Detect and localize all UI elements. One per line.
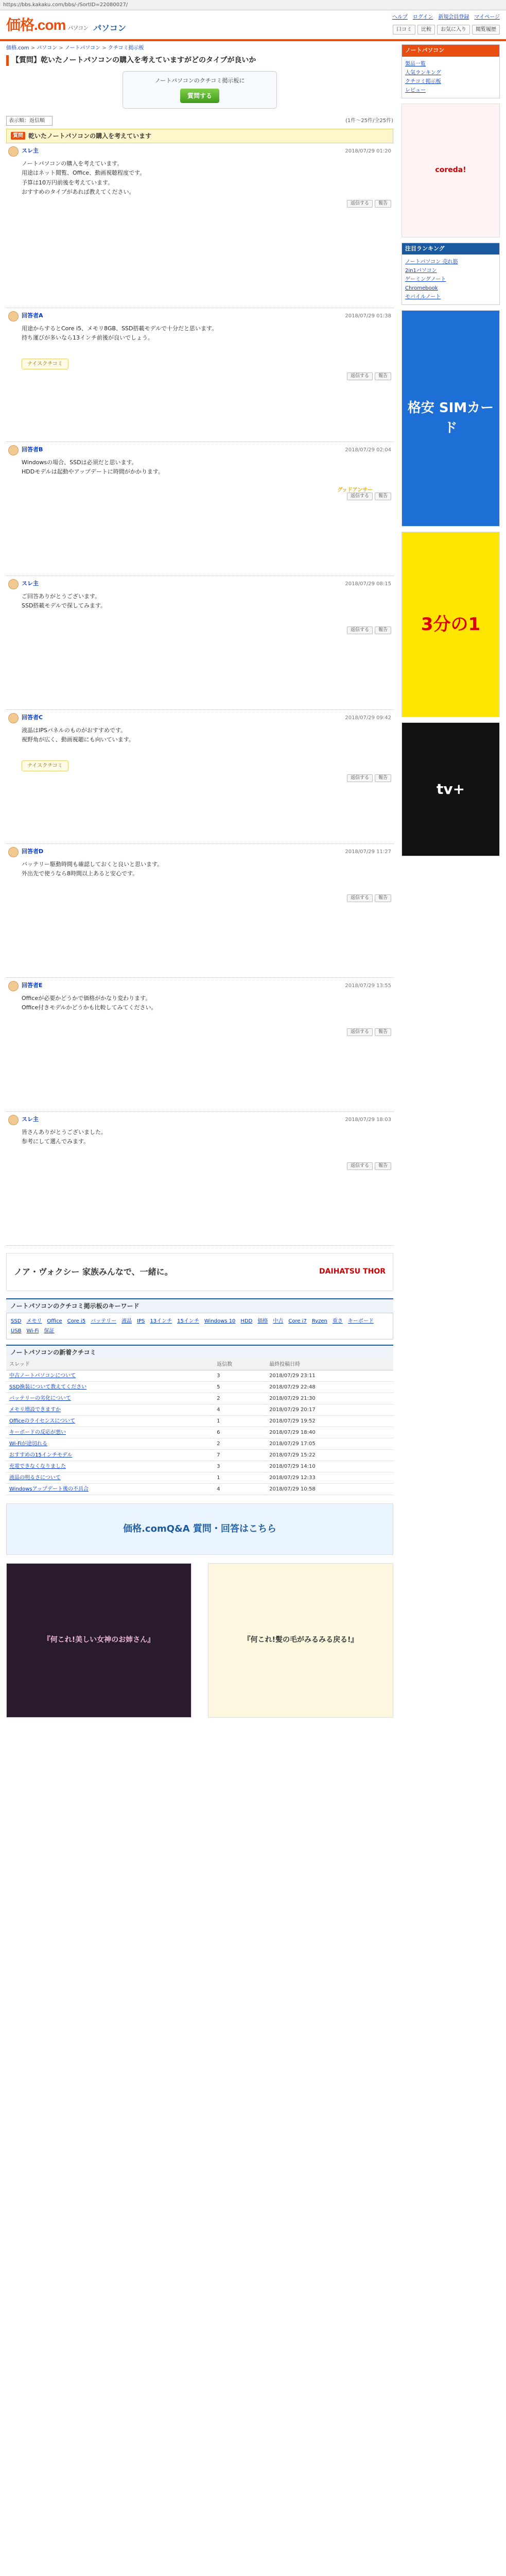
post-meta <box>8 311 391 321</box>
nice-kuchikomi-button[interactable]: ナイスクチコミ <box>22 760 68 771</box>
post-footer <box>8 626 391 635</box>
kuchikomi-button[interactable]: 口コミ <box>393 25 415 35</box>
post-line: 参考にして選んでみます。 <box>22 1138 90 1145</box>
keyword-link[interactable]: SSD <box>11 1318 22 1324</box>
bottom-ad-2[interactable]: 『何これ!髪の毛がみるみる戻る!』 <box>208 1563 393 1718</box>
post-username[interactable]: 回答者D <box>22 848 44 855</box>
mypage-link[interactable]: マイページ <box>474 14 500 20</box>
related-thread-title[interactable]: バッテリーの劣化について <box>6 1393 214 1404</box>
post-body <box>8 325 391 355</box>
post-body <box>8 1128 391 1159</box>
keyword-link[interactable]: キーボード <box>347 1318 374 1324</box>
login-link[interactable]: ログイン <box>412 14 433 20</box>
post-line: 皆さんありがとうございました。 <box>22 1128 107 1136</box>
keyword-link[interactable]: 15インチ <box>177 1318 199 1324</box>
keyword-link[interactable]: 液晶 <box>121 1318 132 1324</box>
table-row[interactable] <box>6 1438 393 1449</box>
post-line: ご回答ありがとうございます。 <box>22 592 101 600</box>
related-reply-count: 1 <box>214 1415 266 1427</box>
table-row[interactable] <box>6 1461 393 1472</box>
report-button[interactable]: 報告 <box>375 1162 391 1171</box>
related-title: ノートパソコンの新着クチコミ <box>6 1345 393 1359</box>
related-reply-count: 5 <box>214 1381 266 1393</box>
post-item <box>6 1112 393 1246</box>
post-meta <box>8 579 391 589</box>
sidebar-link[interactable]: モバイルノート <box>405 294 441 300</box>
table-row[interactable] <box>6 1393 393 1404</box>
avatar <box>8 146 19 157</box>
report-button[interactable]: 報告 <box>375 626 391 635</box>
post-line: HDDモデルは起動やアップデートに時間がかかります。 <box>22 468 164 475</box>
breadcrumb: 価格.com > パソコン > ノートパソコン > クチコミ掲示板 <box>6 45 144 51</box>
report-button[interactable]: 報告 <box>375 774 391 783</box>
post-footer <box>8 493 391 501</box>
post-username[interactable]: 回答者B <box>22 446 43 453</box>
post-body <box>8 160 391 197</box>
reply-button[interactable]: 返信する <box>347 372 373 381</box>
thread-title: 【質問】乾いたノートパソコンの購入を考えていますがどのタイプが良いか <box>6 55 393 66</box>
best-answer-badge: グッドアンサー <box>337 487 373 493</box>
related-table <box>6 1359 393 1495</box>
related-reply-count: 1 <box>214 1472 266 1483</box>
favorite-button[interactable]: お気に入り <box>437 25 470 35</box>
post-body <box>8 860 391 891</box>
post-line: 用途からするとCore i5、メモリ8GB、SSD搭載モデルで十分だと思います。 <box>22 325 218 332</box>
breadcrumb-1[interactable]: 価格.com <box>6 45 29 51</box>
related-date: 2018/07/29 12:33 <box>266 1472 393 1483</box>
keywords-title: ノートパソコンのクチコミ掲示板のキーワード <box>6 1298 393 1313</box>
history-button[interactable]: 閲覧履歴 <box>472 25 500 35</box>
related-reply-count: 3 <box>214 1461 266 1472</box>
post-meta <box>8 847 391 857</box>
sidebar-link[interactable]: レビュー <box>405 87 426 93</box>
sidebar-ad-sim[interactable]: 格安 SIMカード <box>402 310 500 527</box>
post-line: SSD搭載モデルで探してみます。 <box>22 602 107 609</box>
keyword-link[interactable]: 重さ <box>332 1318 343 1324</box>
header-buttons <box>393 25 500 35</box>
related-thread-title[interactable]: 充電できなくなりました <box>6 1461 214 1472</box>
sidebar-product-title: ノートパソコン <box>402 45 499 57</box>
sidebar-product-links <box>402 57 499 98</box>
post-meta <box>8 146 391 157</box>
sidebar-ad-coreda[interactable]: coreda! <box>402 104 500 238</box>
post-username[interactable]: 回答者C <box>22 714 43 721</box>
post-line: バッテリー駆動時間も確認しておくと良いと思います。 <box>22 860 163 868</box>
related-thread-title[interactable]: Officeのライセンスについて <box>6 1415 214 1427</box>
table-row[interactable] <box>6 1370 393 1381</box>
related-reply-count: 6 <box>214 1427 266 1438</box>
post-item <box>6 844 393 978</box>
post-line: 予算は10万円前後を考えています。 <box>22 179 114 186</box>
related-thread-title[interactable]: Windowsアップデート後の不具合 <box>6 1483 214 1495</box>
post-date: 2018/07/29 08:15 <box>345 581 391 587</box>
related-date: 2018/07/29 10:58 <box>266 1483 393 1495</box>
sidebar-link[interactable]: クチコミ掲示板 <box>405 78 441 84</box>
post-meta <box>8 713 391 723</box>
table-row[interactable] <box>6 1472 393 1483</box>
post-body <box>8 459 391 489</box>
avatar <box>8 1115 19 1125</box>
ask-question-button[interactable]: 質問する <box>180 89 219 103</box>
post-date: 2018/07/29 11:27 <box>345 849 391 855</box>
report-button[interactable]: 報告 <box>375 200 391 208</box>
keyword-link[interactable]: 価格 <box>257 1318 268 1324</box>
post-body <box>8 994 391 1025</box>
question-header <box>6 129 393 143</box>
related-date: 2018/07/29 18:40 <box>266 1427 393 1438</box>
reply-button[interactable]: 返信する <box>347 200 373 208</box>
help-link[interactable]: ヘルプ <box>392 14 408 20</box>
bottom-ad-1[interactable]: 『何これ!美しい女神のお姉さん』 <box>6 1563 191 1718</box>
breadcrumb-3[interactable]: ノートパソコン <box>64 45 101 51</box>
keyword-link[interactable]: IPS <box>137 1318 145 1324</box>
related-date: 2018/07/29 14:10 <box>266 1461 393 1472</box>
related-reply-count: 3 <box>214 1370 266 1381</box>
post-meta <box>8 981 391 991</box>
post-username[interactable]: スレ主 <box>22 147 39 155</box>
sidebar-link[interactable]: ノートパソコン 売れ筋 <box>405 259 458 265</box>
post-line: 外出先で使うなら8時間以上あると安心です。 <box>22 870 138 877</box>
table-row[interactable] <box>6 1483 393 1495</box>
question-label: 質問 <box>11 132 25 140</box>
reply-button[interactable]: 返信する <box>347 1028 373 1037</box>
post-username[interactable]: スレ主 <box>22 1116 39 1123</box>
keyword-link[interactable]: Wi-Fi <box>26 1328 39 1334</box>
keyword-link[interactable]: 中古 <box>273 1318 284 1324</box>
post-footer <box>8 1162 391 1171</box>
bottom-ads <box>6 1563 393 1718</box>
post-item <box>6 308 393 442</box>
keyword-link[interactable]: Office <box>47 1318 62 1324</box>
related-date: 2018/07/29 19:52 <box>266 1415 393 1427</box>
related-date: 2018/07/29 15:22 <box>266 1449 393 1461</box>
post-date: 2018/07/29 09:42 <box>345 715 391 721</box>
breadcrumb-2[interactable]: パソコン <box>37 45 58 51</box>
keyword-link[interactable]: メモリ <box>26 1318 42 1324</box>
avatar <box>8 847 19 857</box>
post-footer <box>8 1028 391 1037</box>
post-date: 2018/07/29 02:04 <box>345 447 391 453</box>
related-header-date: 最終投稿日時 <box>266 1359 393 1370</box>
post-item <box>6 710 393 844</box>
sidebar-link[interactable]: 2in1パソコン <box>405 268 437 274</box>
related-thread-title[interactable]: メモリ増設できますか <box>6 1404 214 1415</box>
pager-info: (1件～25件/全25件) <box>345 117 393 124</box>
related-date: 2018/07/29 20:17 <box>266 1404 393 1415</box>
related-thread-title[interactable]: 中古ノートパソコンについて <box>6 1370 214 1381</box>
related-reply-count: 2 <box>214 1438 266 1449</box>
keyword-link[interactable]: Core i7 <box>288 1318 307 1324</box>
keywords-box <box>6 1313 393 1340</box>
post-meta <box>8 445 391 455</box>
post-username[interactable]: 回答者E <box>22 982 43 989</box>
reply-button[interactable]: 返信する <box>347 894 373 903</box>
keyword-link[interactable]: HDD <box>240 1318 253 1324</box>
ad-banner-brand: DAIHATSU THOR <box>319 1267 386 1276</box>
sort-select[interactable]: 表示順：返信順 <box>6 116 53 126</box>
sidebar-link[interactable]: 人気ランキング <box>405 70 441 76</box>
sidebar-ranking-block <box>402 243 500 306</box>
browser-address-bar[interactable] <box>0 0 506 10</box>
sidebar-ranking-title: 注目ランキング <box>402 243 499 255</box>
table-row[interactable] <box>6 1449 393 1461</box>
post-item <box>6 143 393 308</box>
posts-list <box>6 143 393 1246</box>
post-date: 2018/07/29 18:03 <box>345 1117 391 1123</box>
main-column <box>6 44 393 1718</box>
nice-kuchikomi-button[interactable]: ナイスクチコミ <box>22 359 68 369</box>
reply-button[interactable]: 返信する <box>347 493 373 501</box>
question-title: 乾いたノートパソコンの購入を考えています <box>28 132 152 140</box>
reply-button[interactable]: 返信する <box>347 1162 373 1171</box>
keyword-link[interactable]: 保証 <box>44 1328 55 1334</box>
sidebar-link[interactable]: ゲーミングノート <box>405 277 446 282</box>
avatar <box>8 445 19 455</box>
ask-callout <box>123 71 277 109</box>
post-date: 2018/07/29 13:55 <box>345 983 391 989</box>
post-line: おすすめのタイプがあれば教えてください。 <box>22 189 135 195</box>
header-links <box>392 13 500 21</box>
keyword-link[interactable]: Core i5 <box>67 1318 86 1324</box>
report-button[interactable]: 報告 <box>375 894 391 903</box>
thread-tools <box>6 116 393 126</box>
sidebar <box>402 44 500 1718</box>
related-reply-count: 4 <box>214 1483 266 1495</box>
post-username[interactable]: スレ主 <box>22 580 39 587</box>
sidebar-ad-third[interactable]: 3分の1 <box>402 532 500 717</box>
keyword-link[interactable]: 13インチ <box>150 1318 172 1324</box>
browser-url: https://bbs.kakaku.com/bbs/-/SortID=22080027/ <box>3 2 128 8</box>
related-reply-count: 2 <box>214 1393 266 1404</box>
post-body <box>8 592 391 623</box>
keyword-link[interactable]: USB <box>11 1328 22 1334</box>
site-header <box>0 10 506 41</box>
related-date: 2018/07/29 17:05 <box>266 1438 393 1449</box>
reply-button[interactable]: 返信する <box>347 774 373 783</box>
sidebar-ranking-links <box>402 255 499 304</box>
related-thread-title[interactable]: 液晶の明るさについて <box>6 1472 214 1483</box>
avatar <box>8 713 19 723</box>
table-row[interactable] <box>6 1415 393 1427</box>
avatar <box>8 311 19 321</box>
post-date: 2018/07/29 01:20 <box>345 148 391 154</box>
post-line: Windowsの場合、SSDは必須だと思います。 <box>22 459 137 466</box>
related-thread-title[interactable]: キーボードの反応が悪い <box>6 1427 214 1438</box>
ad-banner[interactable] <box>6 1253 393 1291</box>
related-reply-count: 4 <box>214 1404 266 1415</box>
reply-button[interactable]: 返信する <box>347 626 373 635</box>
table-row[interactable] <box>6 1427 393 1438</box>
table-row[interactable] <box>6 1404 393 1415</box>
post-item <box>6 576 393 710</box>
ad-banner-text: ノア・ヴォクシー 家族みんなで、一緒に。 <box>14 1266 173 1277</box>
post-line: 視野角が広く、動画視聴にも向いています。 <box>22 736 134 743</box>
report-button[interactable]: 報告 <box>375 372 391 381</box>
related-thread-title[interactable]: おすすめの15インチモデル <box>6 1449 214 1461</box>
related-date: 2018/07/29 21:30 <box>266 1393 393 1404</box>
post-line: 用途はネット閲覧、Office、動画視聴程度です。 <box>22 170 146 176</box>
related-date: 2018/07/29 22:48 <box>266 1381 393 1393</box>
post-meta <box>8 1115 391 1125</box>
post-line: 持ち運びが多いなら13インチ前後が良いでしょう。 <box>22 334 153 341</box>
post-line: ノートパソコンの購入を考えています。 <box>22 160 123 167</box>
page-wrap <box>0 41 506 1718</box>
related-header-count: 返信数 <box>214 1359 266 1370</box>
table-row[interactable] <box>6 1381 393 1393</box>
related-thread-title[interactable]: SSD換装について教えてください <box>6 1381 214 1393</box>
post-line: Officeが必要かどうかで価格がかなり変わります。 <box>22 994 151 1002</box>
avatar <box>8 579 19 589</box>
post-line: Office付きモデルかどうかも比較してみてください。 <box>22 1004 157 1011</box>
post-footer <box>8 372 391 381</box>
ask-callout-title: ノートパソコンのクチコミ掲示板に <box>154 77 245 84</box>
post-body <box>8 726 391 757</box>
post-username[interactable]: 回答者A <box>22 312 43 319</box>
register-link[interactable]: 新規会員登録 <box>438 14 469 20</box>
report-button[interactable]: 報告 <box>375 1028 391 1037</box>
post-footer <box>8 200 391 208</box>
report-button[interactable]: 報告 <box>375 493 391 501</box>
keyword-link[interactable]: Windows 10 <box>204 1318 236 1324</box>
compare-button[interactable]: 比較 <box>417 25 435 35</box>
category-name: パソコン <box>93 23 126 33</box>
qa-promo-banner[interactable]: 価格.comQ&A 質問・回答はこちら <box>6 1503 393 1555</box>
post-item <box>6 978 393 1112</box>
breadcrumb-4[interactable]: クチコミ掲示板 <box>108 45 144 51</box>
post-footer <box>8 894 391 903</box>
keyword-link[interactable]: Ryzen <box>311 1318 327 1324</box>
related-header-thread: スレッド <box>6 1359 214 1370</box>
related-thread-title[interactable]: Wi-Fiが途切れる <box>6 1438 214 1449</box>
post-line: 液晶はIPSパネルのものがおすすめです。 <box>22 726 127 734</box>
related-reply-count: 7 <box>214 1449 266 1461</box>
avatar <box>8 981 19 991</box>
sidebar-link[interactable]: Chromebook <box>405 285 438 291</box>
related-date: 2018/07/29 23:11 <box>266 1370 393 1381</box>
sidebar-ad-tvplus[interactable]: tv+ <box>402 722 500 856</box>
site-sub: パソコン <box>67 25 89 31</box>
post-footer <box>8 774 391 783</box>
sidebar-link[interactable]: 製品一覧 <box>405 61 426 67</box>
post-item <box>6 442 393 576</box>
post-date: 2018/07/29 01:38 <box>345 313 391 319</box>
sidebar-product-block <box>402 44 500 98</box>
site-logo[interactable]: 価格.com パソコン <box>6 17 89 33</box>
keyword-link[interactable]: バッテリー <box>91 1318 117 1324</box>
